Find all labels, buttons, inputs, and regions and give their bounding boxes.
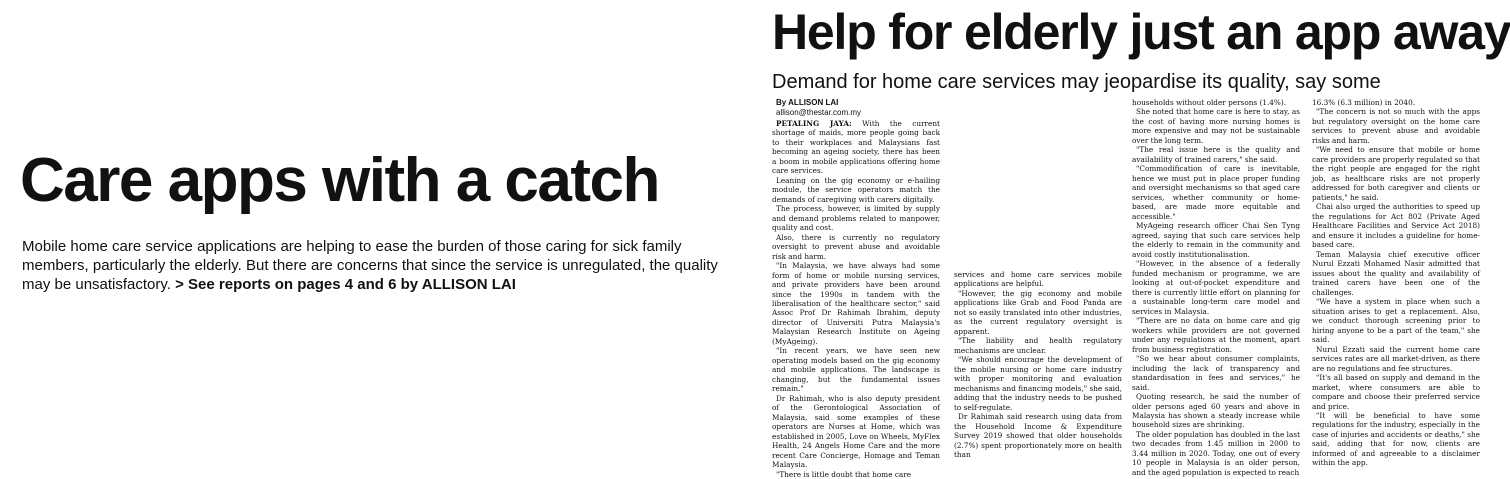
article-paragraph: Dr Rahimah, who is also deputy president of the Gerontological Association of Malaysia, said some examples of these operators are Nurses at Home, which was established in 2005, Love on Wheels, MyFlex Health, 24 Angels Home Care and the more recent Care Concierge, Homage and Teman Malaysia. bbox=[772, 393, 940, 470]
article-paragraph: "We should encourage the development of the mobile nursing or home care industry with proper monitoring and evaluation mechanisms and financing models," she said, adding that the industry needs to be pushed to self-regulate. bbox=[954, 355, 1122, 412]
front-page-teaser bbox=[0, 0, 748, 452]
article-paragraph: "It's all based on supply and demand in the market, where consumers are able to compare and choose their preferred service and price. bbox=[1312, 373, 1480, 411]
article-paragraph: "In Malaysia, we have always had some form of home or mobile nursing services, and private providers have been around since the 1990s in tandem with the liberalisation of the healthcare sector," said Assoc Prof Dr Rahimah Ibrahim, deputy director of Universiti Putra Malaysia's Malaysian Research Institute on Ageing (MyAgeing). bbox=[772, 261, 940, 346]
teaser-title: Care apps with a catch bbox=[20, 146, 659, 215]
article-paragraph: She noted that home care is here to stay, as the cost of having more nursing homes is more expensive and may not be sustainable over the long term. bbox=[1132, 107, 1300, 145]
article-paragraph: Dr Rahimah said research using data from the Household Income & Expenditure Survey 2019 showed that older households (2.7%) spent proportionately more on health than bbox=[954, 412, 1122, 460]
article-paragraph: "There are no data on home care and gig workers while providers are not governed under any regulations at the moment, apart from business registration. bbox=[1132, 316, 1300, 354]
article-paragraph: "There is little doubt that home care bbox=[776, 469, 912, 479]
article-paragraph bbox=[772, 119, 940, 176]
article-paragraph: "The liability and health regulatory mechanisms are unclear. bbox=[954, 336, 1122, 355]
article-column-3 bbox=[1132, 98, 1300, 477]
dateline: PETALING JAYA: bbox=[776, 118, 852, 128]
article-paragraph: "We have a system in place when such a situation arises to get a replacement. Also, we conduct thorough screening prior to hiring anyone to be a part of the team," she said. bbox=[1312, 297, 1480, 345]
article-paragraph: Nurul Ezzati said the current home care services rates are all market-driven, as there are no regulations and fee structures. bbox=[1312, 344, 1480, 373]
article-paragraph: Chai also urged the authorities to speed up the regulations for Act 802 (Private Aged Healthcare Facilities and Service Act 2018) and ensure it includes a guideline for home-based care. bbox=[1312, 202, 1480, 250]
article-paragraph: "We need to ensure that mobile or home care providers are properly regulated so that the right people are engaged for the right job, as healthcare risks are not properly addressed for both caregiver and clients or patients," he said. bbox=[1312, 145, 1480, 202]
article-paragraph: "So we hear about consumer complaints, including the lack of transparency and standardisation in fees and services," he said. bbox=[1132, 354, 1300, 392]
article-paragraph: households without older persons (1.4%). bbox=[1132, 98, 1287, 107]
article-paragraph: Also, there is currently no regulatory oversight to prevent abuse and avoidable risk and harm. bbox=[772, 232, 940, 261]
article-subheadline: Demand for home care services may jeopardise its quality, say some bbox=[772, 71, 1381, 93]
article-paragraph: Leaning on the gig economy or e-hailing module, the service operators match the demands of caregiving with carers digitally. bbox=[772, 175, 940, 204]
article bbox=[768, 0, 1510, 479]
article-column-2 bbox=[954, 270, 1122, 460]
teaser-text bbox=[22, 238, 722, 294]
author-email: allison@thestar.com.my bbox=[776, 108, 862, 118]
article-paragraph: "The concern is not so much with the apps but regulatory oversight on the home care services to prevent abuse and avoidable risks and harm. bbox=[1312, 107, 1480, 145]
article-paragraph: "However, in the absence of a federally funded mechanism or programme, we are looking at out-of-pocket expenditure and there is currently little effort on planning for a sustainable long-term care model and services in Malaysia. bbox=[1132, 259, 1300, 316]
teaser-reference: > See reports on pages 4 and 6 by ALLISON LAI bbox=[175, 275, 516, 293]
article-paragraph: Quoting research, he said the number of older persons aged 60 years and above in Malaysia has shown a steady increase while household sizes are shrinking. bbox=[1132, 392, 1300, 430]
article-column-1 bbox=[772, 98, 940, 479]
article-paragraph: "Commodification of care is inevitable, hence we must put in place proper funding and oversight mechanisms so that aged care services, whether community or home-based, are made more equitable and accessible." bbox=[1132, 164, 1300, 221]
article-headline: Help for elderly just an app away bbox=[772, 4, 1510, 60]
article-paragraph: "In recent years, we have seen new operating models based on the gig economy and mobile applications. The landscape is changing, but the fundamental issues remain." bbox=[772, 346, 940, 394]
article-paragraph: "It will be beneficial to have some regulations for the industry, especially in the case of injuries and accidents or deaths," she said, adding that for now, clients are informed of and agreeable to a disclaimer within the app. bbox=[1312, 410, 1480, 468]
teaser-summary: Mobile home care service applications are helping to ease the burden of those caring for sick family members, particularly the elderly. But there are concerns that since the service is unregulated, the quality may be unsatisfactory. bbox=[22, 238, 718, 293]
article-paragraph: The process, however, is limited by supply and demand problems related to manpower, quality and cost. bbox=[772, 204, 940, 233]
article-paragraph: MyAgeing research officer Chai Sen Tyng agreed, saying that such care services help the elderly to remain in the community and avoid costly institutionalisation. bbox=[1132, 221, 1300, 259]
article-paragraph: Teman Malaysia chief executive officer Nurul Ezzati Mohamed Nasir admitted that issues about the quality and availability of trained carers have been one of the challenges. bbox=[1312, 249, 1480, 297]
paragraph-text: With the current shortage of maids, more people going back to their workplaces and Malaysians fast becoming an ageing society, there has been a boom in mobile applications offering home care services. bbox=[772, 118, 940, 176]
article-paragraph: "The real issue here is the quality and availability of trained carers," she said. bbox=[1132, 145, 1300, 164]
byline: By ALLISON LAI bbox=[776, 98, 839, 107]
article-column-4 bbox=[1312, 98, 1480, 468]
article-paragraph: The older population has doubled in the last two decades from 1.45 million in 2000 to 3.44 million in 2020. Today, one out of every 10 people in Malaysia is an older person, and the aged population is expected to reach bbox=[1132, 429, 1300, 477]
article-paragraph: "However, the gig economy and mobile applications like Grab and Food Panda are not so easily translated into other industries, as the current regulatory oversight is apparent. bbox=[954, 288, 1122, 336]
article-paragraph: services and home care services mobile applications are helpful. bbox=[954, 270, 1122, 289]
article-paragraph: 16.3% (6.3 million) in 2040. bbox=[1312, 98, 1416, 107]
